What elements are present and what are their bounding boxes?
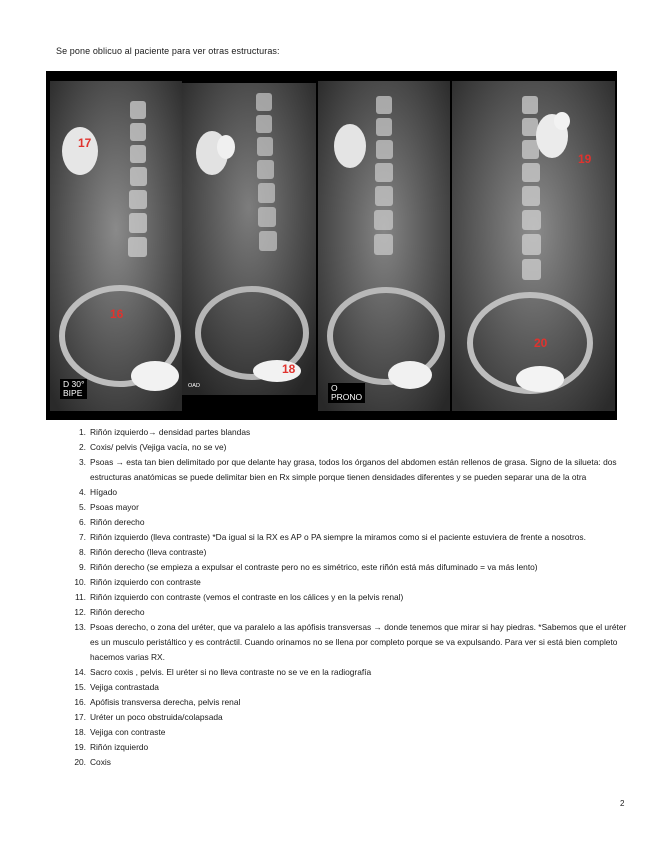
list-item: [70, 500, 630, 515]
list-item-text: Riñón izquierdo con contraste: [90, 577, 201, 587]
list-item: [70, 620, 630, 665]
list-item: [70, 740, 630, 755]
view-tag: OAD: [188, 383, 200, 389]
list-item-number: 17.: [74, 712, 86, 722]
list-item: [70, 725, 630, 740]
list-item-text: Riñón izquierdo→ densidad partes blandas: [90, 427, 251, 437]
list-item-number: 18.: [74, 727, 86, 737]
list-item-text: Riñón izquierdo (lleva contraste) *Da igual si la RX es AP o PA siempre la miramos como si el paciente estuviera de frente a nosotros.: [90, 532, 586, 542]
list-item-number: 14.: [74, 667, 86, 677]
list-item-text: Vejiga contrastada: [90, 682, 159, 692]
list-item: [70, 710, 630, 725]
list-item: [70, 755, 630, 770]
list-item-number: 1.: [79, 427, 86, 437]
list-item: [70, 530, 630, 545]
xray-panel-3: [318, 81, 450, 411]
list-item-number: 4.: [79, 487, 86, 497]
figure-number: 18: [282, 362, 296, 376]
list-item-number: 15.: [74, 682, 86, 692]
list-item-text: Vejiga con contraste: [90, 727, 166, 737]
list-item-number: 10.: [74, 577, 86, 587]
list-item-text: Riñón derecho: [90, 517, 145, 527]
list-item-number: 11.: [74, 592, 86, 602]
list-item: [70, 575, 630, 590]
xray-panel-1: [50, 81, 182, 411]
list-item: [70, 605, 630, 620]
list-item: [70, 455, 630, 485]
view-label: D 30° BIPE: [60, 379, 87, 399]
list-item-number: 8.: [79, 547, 86, 557]
list-item-text: Coxis: [90, 757, 111, 767]
numbered-list: [70, 425, 630, 770]
xray-figure: [46, 71, 617, 420]
list-item: [70, 515, 630, 530]
list-item-number: 19.: [74, 742, 86, 752]
intro-text: Se pone oblicuo al paciente para ver otras estructuras:: [56, 46, 280, 56]
list-item-text: Apófisis transversa derecha, pelvis renal: [90, 697, 241, 707]
list-item: [70, 545, 630, 560]
list-item-text: Riñón izquierdo: [90, 742, 149, 752]
list-item-text: Psoas derecho, o zona del uréter, que va paralelo a las apófisis transversas → donde tenemos que mirar si hay piedras. *Sabemos que el uréter es un musculo peristáltico y es contráctil. Cuando orinamos no se llena por completo porque se va expulsando. Para ver si está bien completo hacemos varias RX.: [90, 622, 627, 662]
list-item-number: 16.: [74, 697, 86, 707]
list-item: [70, 560, 630, 575]
list-item-text: Riñón derecho: [90, 607, 145, 617]
list-item-text: Psoas → esta tan bien delimitado por que delante hay grasa, todos los órganos del abdomen están rellenos de grasa. Signo de la silueta: dos estructuras anatómicas se puede delimitar bien en Rx simple porque tienen densidades diferentes y se pueden separar una de la otra: [90, 457, 617, 482]
list-item: [70, 425, 630, 440]
list-item-text: Coxis/ pelvis (Vejiga vacía, no se ve): [90, 442, 227, 452]
view-label: O PRONO: [328, 383, 365, 403]
list-item-text: Riñón derecho (lleva contraste): [90, 547, 207, 557]
list-item-text: Psoas mayor: [90, 502, 139, 512]
list-item-number: 6.: [79, 517, 86, 527]
list-item-text: Sacro coxis , pelvis. El uréter si no lleva contraste no se ve en la radiografía: [90, 667, 372, 677]
list-item-number: 12.: [74, 607, 86, 617]
list-item: [70, 590, 630, 605]
list-item-text: Riñón izquierdo con contraste (vemos el contraste en los cálices y en la pelvis renal): [90, 592, 404, 602]
list-item: [70, 485, 630, 500]
xray-panel-2: [182, 83, 316, 395]
list-item-text: Hígado: [90, 487, 118, 497]
xray-panel-4: [452, 81, 615, 411]
list-item-number: 3.: [79, 457, 86, 467]
list-item-text: Riñón derecho (se empieza a expulsar el contraste pero no es simétrico, este riñón está más difuminado = va más lento): [90, 562, 538, 572]
figure-number: 20: [534, 336, 548, 350]
figure-number: 16: [110, 307, 124, 321]
page-number: 2: [620, 799, 625, 808]
list-item: [70, 665, 630, 680]
list-item-text: Uréter un poco obstruida/colapsada: [90, 712, 223, 722]
list-item: [70, 680, 630, 695]
list-item-number: 9.: [79, 562, 86, 572]
list-item: [70, 440, 630, 455]
list-item-number: 5.: [79, 502, 86, 512]
list-item-number: 7.: [79, 532, 86, 542]
list-item: [70, 695, 630, 710]
figure-number: 19: [578, 152, 592, 166]
list-item-number: 20.: [74, 757, 86, 767]
figure-number: 17: [78, 136, 92, 150]
list-item-number: 13.: [74, 622, 86, 632]
list-item-number: 2.: [79, 442, 86, 452]
